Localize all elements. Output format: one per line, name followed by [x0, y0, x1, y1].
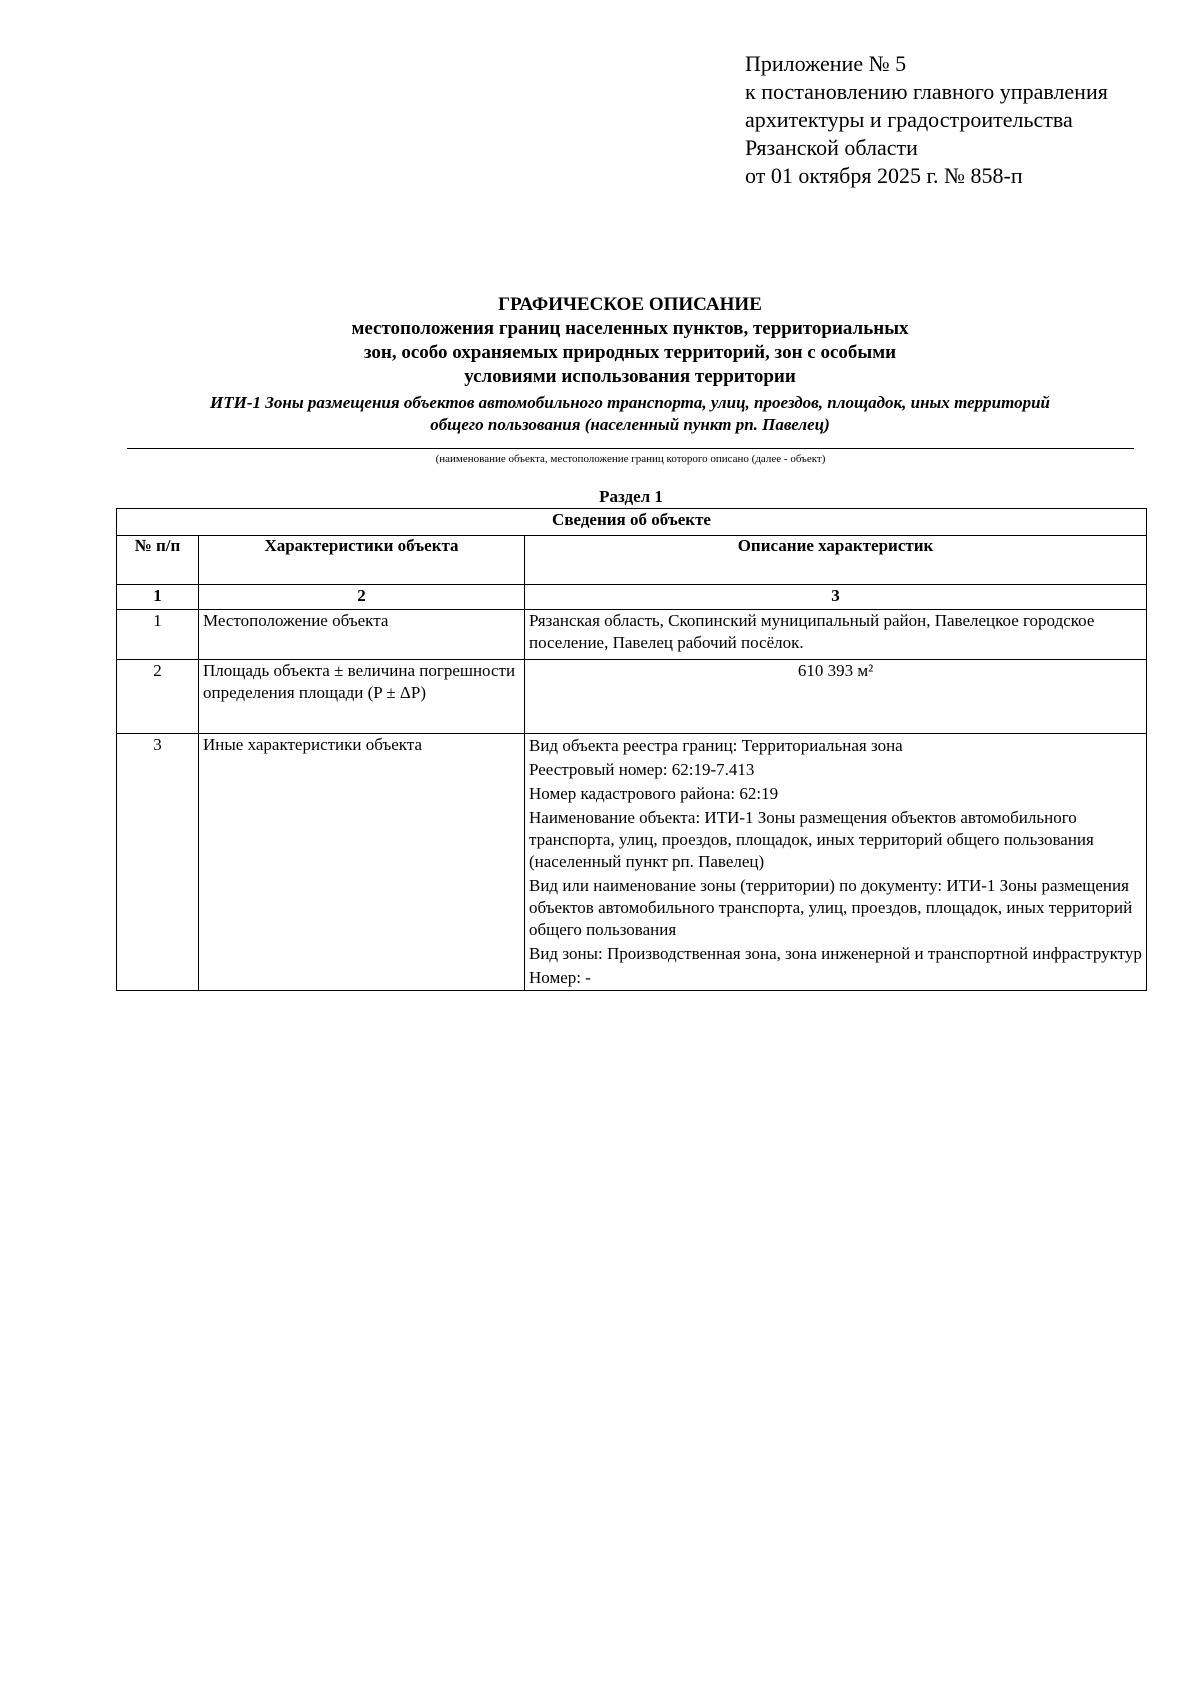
section-title: Раздел 1 — [599, 487, 663, 506]
object-name-note: (наименование объекта, местоположение границ которого описано (далее - объект) — [435, 453, 826, 465]
appendix-line: архитектуры и градостроительства — [745, 107, 1073, 132]
table-caption: Сведения об объекте — [117, 509, 1147, 536]
description-line: Наименование объекта: ИТИ-1 Зоны размещения объектов автомобильного транспорта, улиц, проездов, площадок, иных территорий общего пользования (населенный пункт рп. Павелец) — [529, 808, 1094, 871]
description-line: Номер кадастрового района: 62:19 — [529, 784, 779, 803]
description-line: Вид объекта реестра границ: Территориальная зона — [529, 736, 903, 755]
object-name-line: ИТИ-1 Зоны размещения объектов автомобильного транспорта, улиц, проездов, площадок, иных территорий — [210, 393, 1050, 412]
column-numbers-row — [117, 585, 1147, 610]
appendix-line: Рязанской области — [745, 135, 918, 160]
object-name — [100, 392, 1160, 436]
title-sub-line: зон, особо охраняемых природных территорий, зон с особыми — [363, 342, 897, 363]
description-line: Номер: - — [529, 968, 591, 987]
row-description: 610 393 м² — [525, 660, 1147, 734]
row-characteristic: Иные характеристики объекта — [199, 734, 525, 991]
title-main: ГРАФИЧЕСКОЕ ОПИСАНИЕ — [498, 294, 762, 315]
object-name-line: общего пользования (населенный пункт рп. Павелец) — [430, 415, 830, 434]
row-number: 2 — [117, 660, 199, 734]
column-number: 1 — [117, 585, 199, 610]
column-number: 2 — [199, 585, 525, 610]
header-description: Описание характеристик — [525, 536, 1147, 585]
column-number: 3 — [525, 585, 1147, 610]
row-characteristic: Местоположение объекта — [199, 610, 525, 660]
description-line: Реестровый номер: 62:19-7.413 — [529, 760, 755, 779]
description-line: Вид зоны: Производственная зона, зона инженерной и транспортной инфраструктур — [529, 944, 1142, 963]
description-line: Вид или наименование зоны (территории) по документу: ИТИ-1 Зоны размещения объектов автомобильного транспорта, улиц, проездов, площадок, иных территорий общего пользования — [529, 876, 1133, 939]
row-characteristic: Площадь объекта ± величина погрешности определения площади (P ± ΔP) — [199, 660, 525, 734]
row-description — [525, 734, 1147, 991]
appendix-line: от 01 октября 2025 г. № 858-п — [745, 163, 1023, 188]
table-row — [117, 660, 1147, 734]
title-sub-line: условиями использования территории — [464, 366, 796, 387]
object-info-table — [116, 508, 1147, 991]
object-name-underline — [127, 448, 1134, 449]
title-sub-line: местоположения границ населенных пунктов, территориальных — [351, 318, 909, 339]
document-title — [100, 293, 1160, 436]
table-row — [117, 610, 1147, 660]
header-characteristic: Характеристики объекта — [199, 536, 525, 585]
appendix-header — [745, 50, 1185, 190]
table-header-row — [117, 536, 1147, 585]
appendix-line: Приложение № 5 — [745, 51, 907, 76]
row-number: 1 — [117, 610, 199, 660]
row-description: Рязанская область, Скопинский муниципальный район, Павелецкое городское поселение, Павелец рабочий посёлок. — [525, 610, 1147, 660]
table-caption-row — [117, 509, 1147, 536]
table-row — [117, 734, 1147, 991]
header-num: № п/п — [117, 536, 199, 585]
appendix-line: к постановлению главного управления — [745, 79, 1108, 104]
row-number: 3 — [117, 734, 199, 991]
